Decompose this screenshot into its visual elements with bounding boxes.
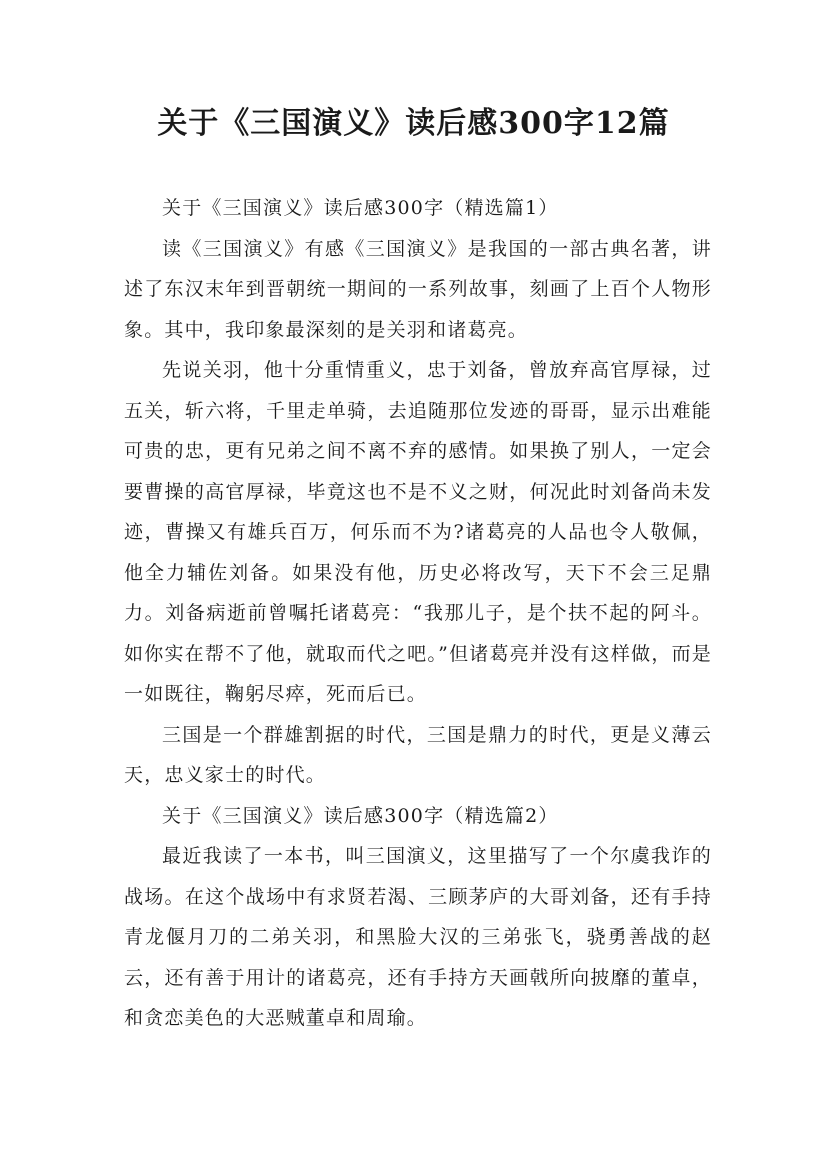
paragraph: 先说关羽，他十分重情重义，忠于刘备，曾放弃高官厚禄，过五关，斩六将，千里走单骑，去追随那位发迹的哥哥，显示出难能可贵的忠，更有兄弟之间不离不弃的感情。如果换了别人，一定会要曹操的高官厚禄，毕竟这也不是不义之财，何况此时刘备尚未发迹，曹操又有雄兵百万，何乐而不为?诸葛亮的人品也令人敬佩，他全力辅佐刘备。如果没有他，历史必将改写，天下不会三足鼎力。刘备病逝前曾嘱托诸葛亮：“我那儿子，是个扶不起的阿斗。如你实在帮不了他，就取而代之吧。”但诸葛亮并没有这样做，而是一如既往，鞠躬尽瘁，死而后已。 <box>124 359 712 705</box>
document-title: 关于《三国演义》读后感300字12篇 <box>157 106 670 141</box>
section-heading-1: 关于《三国演义》读后感300字（精选篇1） <box>162 197 559 219</box>
paragraph: 读《三国演义》有感《三国演义》是我国的一部古典名著，讲述了东汉末年到晋朝统一期间的一系列故事，刻画了上百个人物形象。其中，我印象最深刻的是关羽和诸葛亮。 <box>124 237 712 341</box>
document-body <box>124 188 712 1039</box>
section-heading-2: 关于《三国演义》读后感300字（精选篇2） <box>162 804 559 827</box>
paragraph: 三国是一个群雄割据的时代，三国是鼎力的时代，更是义薄云天，忠义家士的时代。 <box>124 723 712 786</box>
paragraph: 最近我读了一本书，叫三国演义，这里描写了一个尔虞我诈的战场。在这个战场中有求贤若渴、三顾茅庐的大哥刘备，还有手持青龙偃月刀的二弟关羽，和黑脸大汉的三弟张飞，骁勇善战的赵云，还有善于用计的诸葛亮，还有手持方天画戟所向披靡的董卓，和贪恋美色的大恶贼董卓和周瑜。 <box>124 845 712 1029</box>
